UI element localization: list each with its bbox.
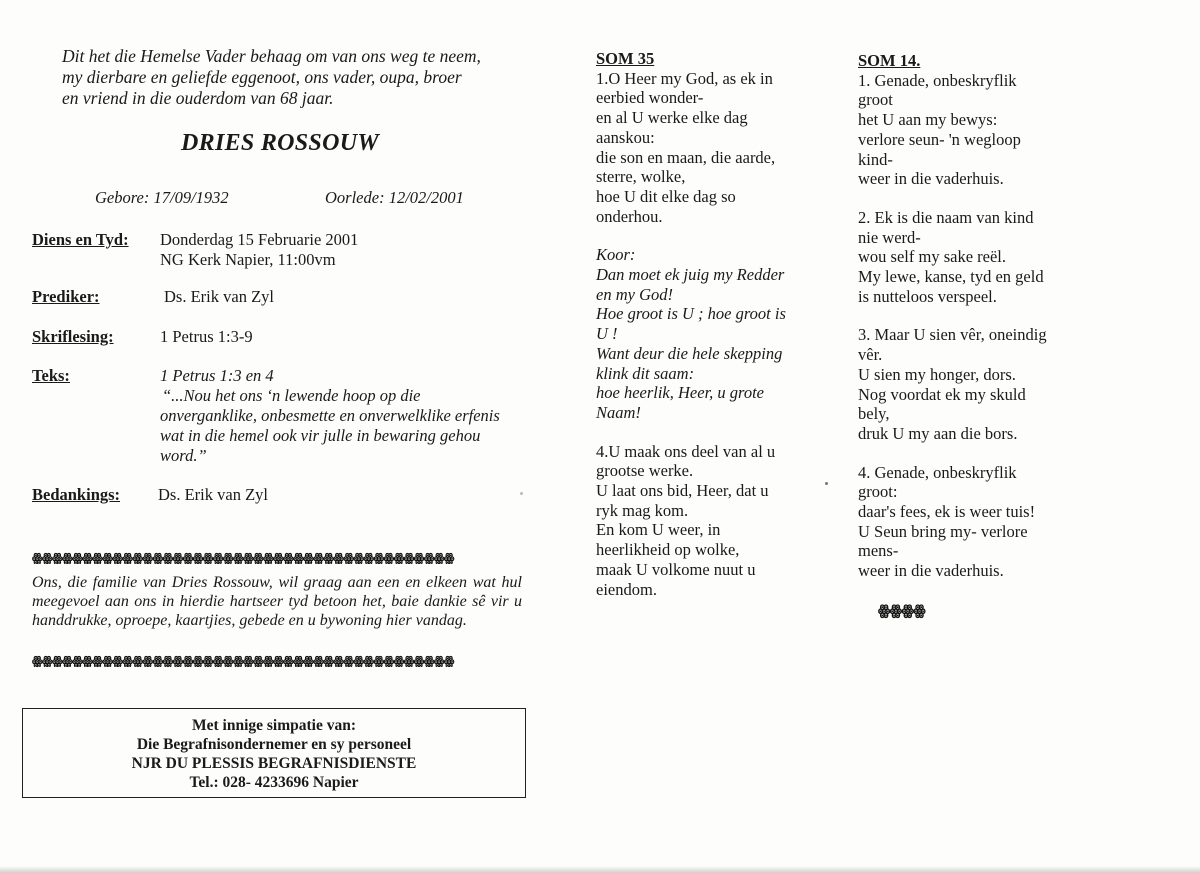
- text-quote-line: wat in die hemel ook vir julle in bewaring gehou: [160, 426, 481, 445]
- hymn-som-35: [596, 49, 816, 599]
- birth-date: Gebore: 17/09/1932: [95, 188, 229, 207]
- hymn-line: Want deur die hele skepping: [596, 343, 783, 363]
- text-quote-line: “...Nou het ons ‘n lewende hoop op die: [162, 386, 421, 405]
- hymn-line: verlore seun- 'n wegloop: [858, 129, 1021, 149]
- hymn-line: eiendom.: [596, 579, 657, 599]
- paper-speck: [520, 492, 523, 495]
- hymn-line: ryk mag kom.: [596, 500, 689, 520]
- hymn-line: aanskou:: [596, 127, 655, 147]
- hymn-title: SOM 35: [596, 49, 655, 68]
- hymn-line: heerlikheid op wolke,: [596, 540, 740, 560]
- hymn-line: maak U volkome nuut u: [596, 559, 756, 579]
- hymn-line: onderhou.: [596, 206, 663, 226]
- deceased-name: DRIES ROSSOUW: [181, 130, 379, 156]
- text-quote-line: onverganklike, onbesmette en onverwelklike erfenis: [160, 406, 500, 425]
- ornament-border-bottom: ꙮꙮꙮꙮꙮꙮꙮꙮꙮꙮꙮꙮꙮꙮꙮꙮꙮꙮꙮꙮꙮꙮꙮꙮꙮꙮꙮꙮꙮꙮꙮꙮꙮꙮꙮꙮꙮꙮꙮꙮꙮꙮ: [32, 655, 454, 667]
- hymn-line: 3. Maar U sien vêr, oneindig: [858, 325, 1047, 345]
- hymn-line: druk U my aan die bors.: [858, 423, 1018, 443]
- sympathy-line: Met innige simpatie van:: [191, 717, 357, 734]
- service-label: Diens en Tyd:: [32, 230, 129, 249]
- hymn-line: die son en maan, die aarde,: [596, 147, 776, 167]
- intro-line: Dit het die Hemelse Vader behaag om van ons weg te neem,: [62, 46, 481, 66]
- paper-speck: [825, 482, 828, 485]
- hymn-line: nie werd-: [858, 227, 921, 247]
- hymn-line: groot:: [858, 482, 898, 502]
- hymn-line: Naam!: [596, 402, 641, 422]
- reading-value: 1 Petrus 1:3-9: [160, 327, 253, 346]
- service-venue: NG Kerk Napier, 11:00vm: [160, 250, 336, 269]
- hymn-line: sterre, wolke,: [596, 167, 686, 187]
- hymn-line: 1.O Heer my God, as ek in: [596, 68, 773, 88]
- hymn-line: 4.U maak ons deel van al u: [596, 441, 776, 461]
- sympathy-line: NJR DU PLESSIS BEGRAFNISDIENSTE: [131, 755, 417, 772]
- text-quote-line: word.”: [160, 446, 207, 465]
- hymn-line: en al U werke elke dag: [596, 108, 748, 128]
- intro-line: my dierbare en geliefde eggenoot, ons vader, oupa, broer: [62, 67, 462, 87]
- intro-line: en vriend in die ouderdom van 68 jaar.: [62, 88, 334, 108]
- hymn-line: weer in die vaderhuis.: [858, 561, 1004, 581]
- text-label: Teks:: [32, 366, 70, 385]
- preacher-name: Ds. Erik van Zyl: [164, 287, 274, 306]
- hymn-line: wou self my sake reël.: [858, 247, 1006, 267]
- intro-text: [62, 46, 532, 109]
- thanks-name: Ds. Erik van Zyl: [158, 485, 268, 504]
- hymn-line: kind-: [858, 149, 893, 169]
- text-reference: 1 Petrus 1:3 en 4: [160, 366, 274, 385]
- hymn-line: mens-: [858, 541, 899, 561]
- text-block: [160, 366, 530, 466]
- service-date: Donderdag 15 Februarie 2001: [160, 230, 359, 249]
- hymn-line: klink dit saam:: [596, 363, 695, 383]
- sympathy-line: Tel.: 028- 4233696 Napier: [189, 774, 359, 791]
- hymn-line: groot: [858, 90, 893, 110]
- hymn-line: U sien my honger, dors.: [858, 364, 1016, 384]
- hymn-line: U Seun bring my- verlore: [858, 521, 1028, 541]
- hymn-line: 2. Ek is die naam van kind: [858, 207, 1034, 227]
- reading-label: Skriflesing:: [32, 327, 114, 346]
- hymn-line: 4. Genade, onbeskryflik: [858, 462, 1017, 482]
- service-details: [160, 230, 358, 270]
- hymn-line: eerbied wonder-: [596, 88, 704, 108]
- hymn-line: bely,: [858, 404, 890, 424]
- sympathy-box: [22, 708, 526, 798]
- hymn-line: En kom U weer, in: [596, 520, 721, 540]
- hymn-line: is nutteloos verspeel.: [858, 286, 997, 306]
- hymn-line: vêr.: [858, 345, 883, 365]
- hymn-line: Nog voordat ek my skuld: [858, 384, 1026, 404]
- hymn-chorus: [596, 245, 816, 422]
- hymn-line: het U aan my bewys:: [858, 110, 998, 130]
- hymn-line: My lewe, kanse, tyd en geld: [858, 267, 1044, 287]
- hymn-title: SOM 14.: [858, 51, 921, 70]
- hymn-line: grootse werke.: [596, 461, 694, 481]
- end-ornament: ꙮꙮꙮꙮ: [878, 604, 926, 619]
- hymn-line: weer in die vaderhuis.: [858, 169, 1004, 189]
- preacher-label: Prediker:: [32, 287, 100, 306]
- paper-edge: [0, 866, 1200, 873]
- hymn-line: Dan moet ek juig my Redder: [596, 265, 785, 285]
- hymn-line: Hoe groot is U ; hoe groot is: [596, 304, 786, 324]
- hymn-line: U laat ons bid, Heer, dat u: [596, 481, 769, 501]
- hymn-line: en my God!: [596, 284, 673, 304]
- ornament-border-top: ꙮꙮꙮꙮꙮꙮꙮꙮꙮꙮꙮꙮꙮꙮꙮꙮꙮꙮꙮꙮꙮꙮꙮꙮꙮꙮꙮꙮꙮꙮꙮꙮꙮꙮꙮꙮꙮꙮꙮꙮꙮꙮ: [32, 552, 454, 564]
- thanks-label: Bedankings:: [32, 485, 121, 504]
- hymn-line: hoe heerlik, Heer, u grote: [596, 383, 765, 403]
- hymn-line: daar's fees, ek is weer tuis!: [858, 502, 1036, 522]
- hymn-som-14: [858, 51, 1078, 581]
- hymn-line: U !: [596, 324, 618, 344]
- hymn-line: 1. Genade, onbeskryflik: [858, 70, 1017, 90]
- hymn-line: hoe U dit elke dag so: [596, 186, 736, 206]
- hymn-line: Koor:: [596, 245, 636, 265]
- sympathy-line: Die Begrafnisondernemer en sy personeel: [136, 736, 412, 753]
- family-thanks-text: Ons, die familie van Dries Rossouw, wil graag aan een en elkeen wat hul meegevoel aan ons in hierdie hartseer tyd betoon het, baie dankie sê vir u handdrukke, oproepe, kaartjies, gebede en u bywoning hier vandag.: [32, 574, 522, 629]
- death-date: Oorlede: 12/02/2001: [325, 188, 464, 207]
